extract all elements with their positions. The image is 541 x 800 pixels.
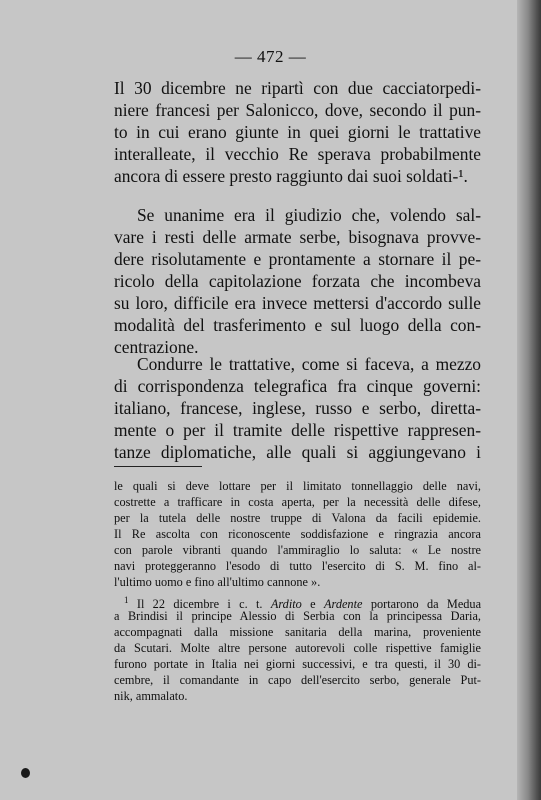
footnote-marker: 1 <box>124 595 129 605</box>
scan-artifact-dot <box>21 768 30 778</box>
body-text-line: Il 30 dicembre ne ripartì con due cacciatorpedi- <box>114 78 481 98</box>
body-text-line: di corrispondenza telegrafica fra cinque governi: <box>114 376 481 396</box>
body-text-line: Se unanime era il giudizio che, volendo sal- <box>137 205 481 225</box>
footnote-line: navi proteggeranno l'esodo di tutto l'esercito di S. M. fino al- <box>114 559 481 573</box>
footnote-text: Il 22 dicembre i c. t. <box>136 597 263 611</box>
footnote-line: a Brindisi il principe Alessio di Serbia con la principessa Daria, <box>114 609 481 623</box>
body-text-line: interalleate, il vecchio Re sperava probabilmente <box>114 144 481 164</box>
body-text-line: tanze diplomatiche, alle quali si aggiungevano i <box>114 442 481 462</box>
body-text-line: modalità del trasferimento e sul luogo della con- <box>114 315 481 335</box>
footnote-text: portarono da Medua <box>370 597 482 611</box>
ship-name: Ardito <box>270 597 302 611</box>
body-text-line: Condurre le trattative, come si faceva, a mezzo <box>137 354 481 374</box>
body-text-line: su loro, difficile era invece mettersi d'accordo sulle <box>114 293 481 313</box>
footnote-line: le quali si deve lottare per il limitato tonnellaggio delle navi, <box>114 479 481 493</box>
body-text-line: ancora di essere presto raggiunto dai suoi soldati-¹. <box>114 166 468 186</box>
footnote-line: cembre, il comandante in capo dell'esercito serbo, generale Put- <box>114 673 481 687</box>
footnote-line: furono portate in Italia nei giorni successivi, e tra questi, il 30 di- <box>114 657 481 671</box>
footnote-line: per la tutela delle nostre truppe di Valona da facili epidemie. <box>114 511 481 525</box>
footnote-line: costrette a trafficare in costa aperta, per la necessità delle difese, <box>114 495 481 509</box>
body-text-line: mente o per il tramite delle rispettive rappresen- <box>114 420 481 440</box>
footnote-line: accompagnati dalla missione sanitaria della marina, proveniente <box>114 625 481 639</box>
footnote-line: Il Re ascolta con riconoscente soddisfazione e ringrazia ancora <box>114 527 481 541</box>
body-text-line: to in cui erano giunte in quei giorni le trattative <box>114 122 481 142</box>
footnote-line: con parole vibranti quando l'ammiraglio lo saluta: « Le nostre <box>114 543 481 557</box>
footnote-line: nik, ammalato. <box>114 689 188 703</box>
page-edge-shadow <box>517 0 541 800</box>
body-text-line: italiano, francese, inglese, russo e serbo, diretta- <box>114 398 481 418</box>
body-text-line: ricolo della capitolazione forzata che incombeva <box>114 271 481 291</box>
footnote-text: e <box>310 597 316 611</box>
ship-name: Ardente <box>323 597 363 611</box>
body-text-line: vare i resti delle armate serbe, bisognava provve- <box>114 227 481 247</box>
page-number: — 472 — <box>234 47 307 66</box>
body-text-line: dere risolutamente e prontamente a stornare il pe- <box>114 249 481 269</box>
footnote-line: l'ultimo uomo e fino all'ultimo cannone ». <box>114 575 321 589</box>
footnote-rule <box>114 466 202 467</box>
body-text-line: centrazione. <box>114 337 199 357</box>
body-text-line: niere francesi per Salonicco, dove, secondo il pun- <box>114 100 481 120</box>
footnote-line: da Scutari. Molte altre persone autorevoli colle rispettive famiglie <box>114 641 481 655</box>
